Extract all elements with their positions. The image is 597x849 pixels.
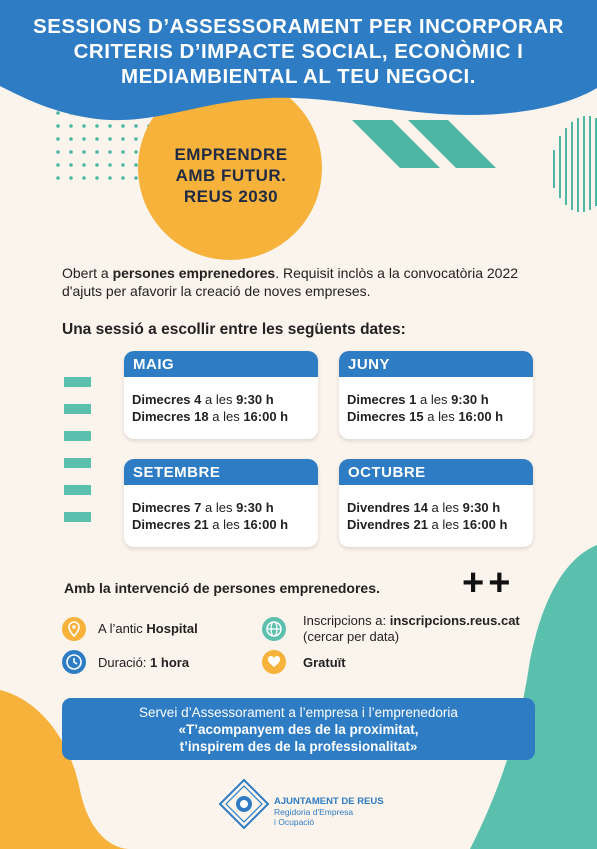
dot	[69, 163, 73, 167]
decorative-bar	[64, 458, 91, 468]
date-card-octubre	[339, 459, 533, 547]
dot	[121, 150, 125, 154]
dot	[56, 163, 60, 167]
dept-line: i Ocupació	[274, 817, 315, 827]
title-line: MEDIAMBIENTAL AL TEU NEGOCI.	[121, 65, 476, 88]
intervention-text: Amb la intervenció de persones emprenedores.	[64, 580, 380, 596]
decorative-lines	[554, 116, 596, 212]
dot	[69, 150, 73, 154]
service-banner	[62, 698, 535, 760]
session-line: Divendres 14 a les 9:30 h	[347, 500, 501, 515]
decorative-bar	[64, 377, 91, 387]
session-line: Dimecres 1 a les 9:30 h	[347, 392, 489, 407]
card-month: JUNY	[339, 351, 533, 377]
dot	[108, 137, 112, 141]
dot	[69, 137, 73, 141]
footer-org	[274, 797, 384, 827]
signup-note: (cercar per data)	[303, 629, 400, 644]
dot	[134, 150, 138, 154]
intro-highlight: persones emprenedores	[112, 265, 276, 281]
dot	[95, 124, 99, 128]
dates-heading: Una sessió a escollir entre les següents dates:	[62, 321, 406, 338]
date-card-juny	[339, 351, 533, 439]
program-badge	[150, 144, 312, 207]
dot	[69, 124, 73, 128]
heart-icon	[262, 650, 286, 674]
session-line: Dimecres 4 a les 9:30 h	[132, 392, 274, 407]
dot	[134, 163, 138, 167]
dot	[69, 176, 73, 180]
signup-link[interactable]: inscripcions.reus.cat	[389, 613, 520, 628]
dot	[82, 137, 86, 141]
session-line: Dimecres 15 a les 16:00 h	[347, 409, 504, 424]
intro-prefix: Obert a	[62, 265, 113, 281]
card-month: OCTUBRE	[339, 459, 533, 485]
dot	[134, 137, 138, 141]
dot	[108, 163, 112, 167]
dot	[56, 111, 60, 115]
decorative-dots	[56, 111, 151, 180]
dot	[108, 176, 112, 180]
page-title	[18, 14, 579, 89]
dot	[95, 150, 99, 154]
banner-quote: t’inspirem des de la professionalitat»	[179, 739, 418, 754]
location-pin-icon	[62, 617, 86, 641]
banner-quote: «T’acompanyem des de la proximitat,	[178, 722, 419, 737]
dot	[82, 163, 86, 167]
dot	[95, 163, 99, 167]
session-line: Dimecres 21 a les 16:00 h	[132, 517, 289, 532]
card-month: MAIG	[124, 351, 318, 377]
price-text: Gratuït	[303, 655, 346, 670]
duration-text: Duració: 1 hora	[98, 655, 190, 670]
org-name: AJUNTAMENT DE REUS	[274, 796, 384, 807]
intro-suffix: . Requisit inclòs a la convocatòria 2022 d'ajuts per afavorir la creació de noves empreses.	[62, 265, 519, 299]
dot	[95, 176, 99, 180]
clock-icon	[62, 650, 86, 674]
decorative-bar	[64, 404, 91, 414]
dot	[108, 124, 112, 128]
card-month: SETEMBRE	[124, 459, 318, 485]
location-text: A l’antic Hospital	[98, 621, 198, 636]
dot	[134, 124, 138, 128]
dot	[108, 150, 112, 154]
dept-line: Regidoria d'Empresa	[274, 807, 354, 817]
session-line: Dimecres 18 a les 16:00 h	[132, 409, 289, 424]
badge-line: REUS 2030	[183, 187, 279, 206]
reus-logo-icon	[218, 778, 270, 830]
badge-line: AMB FUTUR.	[175, 166, 287, 185]
date-card-setembre	[124, 459, 318, 547]
dot	[82, 124, 86, 128]
title-line: SESSIONS D’ASSESSORAMENT PER INCORPORAR	[33, 15, 564, 38]
decorative-bar	[64, 431, 91, 441]
session-line: Dimecres 7 a les 9:30 h	[132, 500, 274, 515]
date-card-maig	[124, 351, 318, 439]
dot	[56, 137, 60, 141]
banner-line: Servei d’Assessorament a l’empresa i l’emprenedoria	[139, 705, 458, 720]
title-line: CRITERIS D’IMPACTE SOCIAL, ECONÒMIC I	[73, 40, 524, 63]
dot	[56, 150, 60, 154]
dot	[134, 176, 138, 180]
signup-text: Inscripcions a: inscripcions.reus.cat (cercar per data)	[303, 613, 520, 644]
session-line: Divendres 21 a les 16:00 h	[347, 517, 508, 532]
dot	[121, 163, 125, 167]
globe-icon	[262, 617, 286, 641]
dot	[121, 124, 125, 128]
dot	[56, 176, 60, 180]
badge-line: EMPRENDRE	[174, 145, 288, 164]
dot	[95, 137, 99, 141]
intro-text	[62, 264, 552, 300]
dot	[121, 176, 125, 180]
dot	[82, 150, 86, 154]
dot	[56, 124, 60, 128]
dot	[121, 137, 125, 141]
plus-icon: ++	[462, 562, 515, 604]
dot	[82, 176, 86, 180]
decorative-bar	[64, 485, 91, 495]
decorative-bar	[64, 512, 91, 522]
